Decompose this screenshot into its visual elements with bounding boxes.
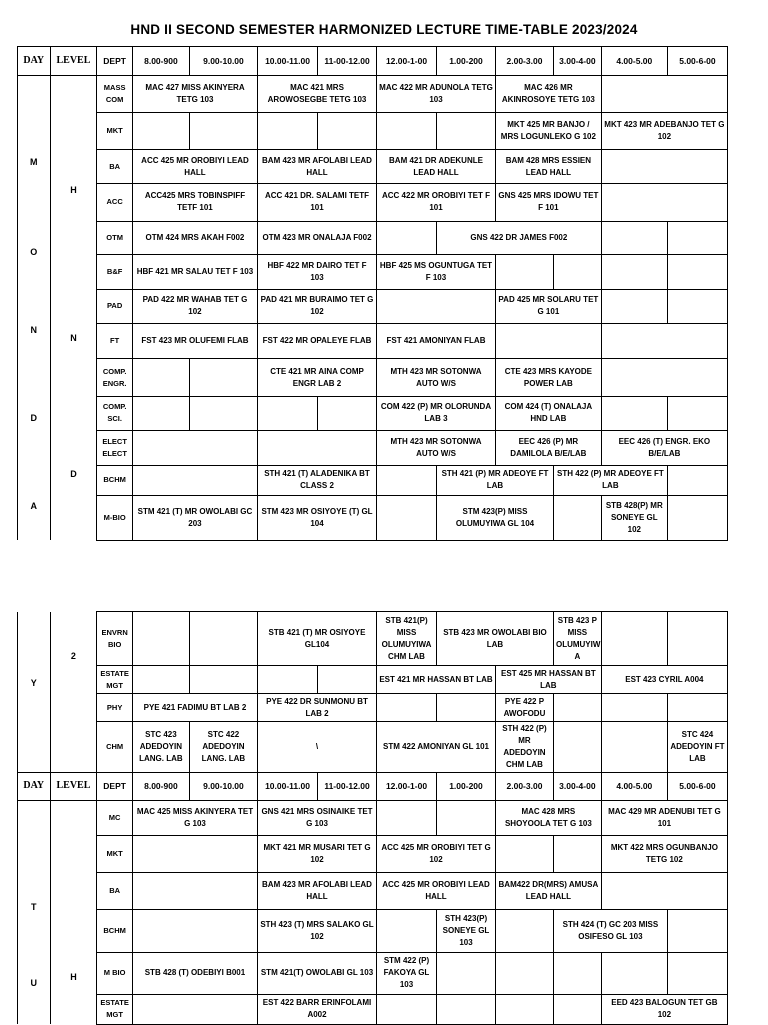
empty-cell: [437, 800, 496, 835]
empty-cell: [601, 694, 667, 722]
dept-cell: ELECT ELECT: [97, 431, 133, 465]
lecture-cell: HBF 421 MR SALAU TET F 103: [132, 255, 257, 289]
lecture-cell: EEC 426 (T) ENGR. EKO B/E/LAB: [601, 431, 727, 465]
table-row: [18, 994, 728, 1024]
empty-cell: [667, 952, 727, 994]
table-row: [18, 800, 728, 835]
slot-header: 4.00-5.00: [601, 772, 667, 800]
lecture-cell: STM 422 AMONIYAN GL 101: [377, 722, 496, 772]
lecture-cell: ACC 425 MR OROBIYI LEAD HALL: [377, 872, 496, 909]
dept-cell: PAD: [97, 289, 133, 323]
lecture-cell: CTE 421 MR AINA COMP ENGR LAB 2: [258, 359, 377, 396]
lecture-cell: BAM 423 MR AFOLABI LEAD HALL: [258, 872, 377, 909]
empty-cell: [601, 184, 727, 221]
empty-cell: [495, 835, 553, 872]
dept-cell: CHM: [97, 722, 133, 772]
empty-cell: [667, 289, 727, 323]
slot-header: 1.00-200: [437, 772, 496, 800]
empty-cell: [553, 835, 601, 872]
empty-cell: [258, 666, 318, 694]
table-row: [18, 722, 728, 772]
empty-cell: [553, 952, 601, 994]
lecture-cell: PAD 422 MR WAHAB TET G 102: [132, 289, 257, 323]
lecture-cell: STH 422 (P) MR ADEDOYIN CHM LAB: [495, 722, 553, 772]
empty-cell: [495, 952, 553, 994]
lecture-cell: CTE 423 MRS KAYODE POWER LAB: [495, 359, 601, 396]
slot-header: 2.00-3.00: [495, 47, 553, 76]
empty-cell: [132, 396, 189, 430]
level-header: LEVEL: [50, 772, 97, 800]
header-row: [18, 772, 728, 800]
table-row: [18, 149, 728, 183]
lecture-cell: STH 423 (T) MRS SALAKO GL 102: [258, 909, 377, 952]
dept-cell: BCHM: [97, 909, 133, 952]
header-row: [18, 47, 728, 76]
day-letter: A: [30, 501, 38, 511]
lecture-cell: GNS 421 MRS OSINAIKE TET G 103: [258, 800, 377, 835]
lecture-cell: COM 422 (P) MR OLORUNDA LAB 3: [377, 396, 496, 430]
empty-cell: [495, 994, 553, 1024]
lecture-cell: EST 421 MR HASSAN BT LAB: [377, 666, 496, 694]
empty-cell: [132, 835, 257, 872]
empty-cell: [667, 909, 727, 952]
lecture-cell: STB 421 (T) MR OSIYOYE GL104: [258, 612, 377, 666]
lecture-cell: HBF 422 MR DAIRO TET F 103: [258, 255, 377, 289]
empty-cell: [189, 612, 257, 666]
slot-header: 5.00-6-00: [667, 772, 727, 800]
monday-table: [17, 46, 728, 541]
lecture-cell: MAC 427 MISS AKINYERA TETG 103: [132, 76, 257, 113]
empty-cell: [258, 396, 318, 430]
table-row: [18, 289, 728, 323]
dept-cell: ACC: [97, 184, 133, 221]
table-row: [18, 113, 728, 149]
dept-cell: COMP. ENGR.: [97, 359, 133, 396]
empty-cell: [377, 289, 496, 323]
slot-header: 10.00-11.00: [258, 47, 318, 76]
level-column: [50, 612, 97, 773]
empty-cell: [258, 113, 318, 149]
lecture-cell: STB 423 MR OWOLABI BIO LAB: [437, 612, 554, 666]
empty-cell: [667, 396, 727, 430]
lecture-cell: STC 422 ADEDOYIN LANG. LAB: [189, 722, 257, 772]
day-letter: D: [30, 413, 38, 423]
empty-cell: [132, 431, 257, 465]
table-row: [18, 612, 728, 666]
table-row: [18, 909, 728, 952]
lecture-cell: EST 423 CYRIL A004: [601, 666, 727, 694]
lecture-cell: PYE 422 DR SUNMONU BT LAB 2: [258, 694, 377, 722]
table-row: [18, 323, 728, 358]
empty-cell: [601, 872, 727, 909]
table-row: [18, 952, 728, 994]
dept-cell: BA: [97, 872, 133, 909]
empty-cell: [667, 255, 727, 289]
lecture-cell: MTH 423 MR SOTONWA AUTO W/S: [377, 359, 496, 396]
day-letter: O: [30, 247, 38, 257]
lecture-cell: STB 423 P MISS OLUMUYIW A: [553, 612, 601, 666]
dept-cell: COMP. SCI.: [97, 396, 133, 430]
lecture-cell: MKT 423 MR ADEBANJO TET G 102: [601, 113, 727, 149]
empty-cell: [318, 396, 377, 430]
empty-cell: [132, 612, 189, 666]
lecture-cell: MAC 421 MRS AROWOSEGBE TETG 103: [258, 76, 377, 113]
dept-cell: MASS COM: [97, 76, 133, 113]
empty-cell: [437, 994, 496, 1024]
lecture-cell: STC 423 ADEDOYIN LANG. LAB: [132, 722, 189, 772]
table-row: [18, 184, 728, 221]
dept-cell: M-BIO: [97, 495, 133, 540]
table-row: [18, 495, 728, 540]
lecture-cell: STB 421(P) MISS OLUMUYIWA CHM LAB: [377, 612, 437, 666]
empty-cell: [377, 909, 437, 952]
empty-cell: [553, 255, 601, 289]
empty-cell: [667, 694, 727, 722]
dept-cell: MKT: [97, 113, 133, 149]
empty-cell: [318, 113, 377, 149]
lecture-cell: BAM422 DR(MRS) AMUSA LEAD HALL: [495, 872, 601, 909]
dept-cell: BA: [97, 149, 133, 183]
lecture-cell: FST 422 MR OPALEYE FLAB: [258, 323, 377, 358]
lecture-cell: HBF 425 MS OGUNTUGA TET F 103: [377, 255, 496, 289]
lecture-cell: STC 424 ADEDOYIN FT LAB: [667, 722, 727, 772]
empty-cell: [189, 396, 257, 430]
table-row: [18, 396, 728, 430]
empty-cell: [667, 221, 727, 254]
lecture-cell: OTM 423 MR ONALAJA F002: [258, 221, 377, 254]
empty-cell: [601, 289, 667, 323]
dept-cell: B&F: [97, 255, 133, 289]
level-column: [50, 800, 97, 1024]
day-letter: T: [31, 901, 37, 912]
table-row: [18, 359, 728, 396]
empty-cell: [601, 76, 727, 113]
empty-cell: [437, 952, 496, 994]
empty-cell: [601, 396, 667, 430]
dept-header: DEPT: [97, 47, 133, 76]
empty-cell: [601, 323, 727, 358]
dept-cell: M BIO: [97, 952, 133, 994]
empty-cell: [601, 612, 667, 666]
empty-cell: [601, 149, 727, 183]
slot-header: 8.00-900: [132, 47, 189, 76]
timetable-title: HND II SECOND SEMESTER HARMONIZED LECTURE TIME-TABLE 2023/2024: [130, 22, 638, 37]
slot-header: 11-00-12.00: [318, 47, 377, 76]
empty-cell: [132, 994, 257, 1024]
lecture-cell: MAC 426 MR AKINROSOYE TETG 103: [495, 76, 601, 113]
day-column: [18, 612, 51, 773]
lecture-cell: MTH 423 MR SOTONWA AUTO W/S: [377, 431, 496, 465]
lecture-cell: PYE 422 P AWOFODU: [495, 694, 553, 722]
slot-header: 9.00-10.00: [189, 47, 257, 76]
lecture-cell: EED 423 BALOGUN TET GB 102: [601, 994, 727, 1024]
table-row: [18, 221, 728, 254]
empty-cell: [437, 113, 496, 149]
lecture-cell: STM 423 MR OSIYOYE (T) GL 104: [258, 495, 377, 540]
lecture-cell: OTM 424 MRS AKAH F002: [132, 221, 257, 254]
dept-cell: PHY: [97, 694, 133, 722]
empty-cell: [553, 694, 601, 722]
day-column: [18, 800, 51, 1024]
slot-header: 12.00-1-00: [377, 772, 437, 800]
slot-header: 10.00-11.00: [258, 772, 318, 800]
lecture-cell: PAD 425 MR SOLARU TET G 101: [495, 289, 601, 323]
empty-cell: [601, 722, 667, 772]
day-header: DAY: [18, 47, 51, 76]
empty-cell: [132, 113, 189, 149]
empty-cell: [667, 612, 727, 666]
empty-cell: [189, 359, 257, 396]
lecture-cell: STM 421 (T) MR OWOLABI GC 203: [132, 495, 257, 540]
lecture-cell: MAC 422 MR ADUNOLA TETG 103: [377, 76, 496, 113]
dept-cell: ESTATE MGT: [97, 666, 133, 694]
empty-cell: [132, 666, 189, 694]
empty-cell: [377, 113, 437, 149]
empty-cell: [132, 465, 257, 495]
empty-cell: [132, 359, 189, 396]
day-column: [18, 76, 51, 541]
lecture-cell: STB 428(P) MR SONEYE GL 102: [601, 495, 667, 540]
lecture-cell: EST 422 BARR ERINFOLAMI A002: [258, 994, 377, 1024]
lecture-cell: ACC 425 MR OROBIYI LEAD HALL: [132, 149, 257, 183]
tuesday-table: [17, 611, 728, 1025]
empty-cell: [495, 909, 553, 952]
dept-header: DEPT: [97, 772, 133, 800]
slot-header: 12.00-1-00: [377, 47, 437, 76]
empty-cell: [132, 872, 257, 909]
empty-cell: [258, 431, 377, 465]
lecture-cell: BAM 421 DR ADEKUNLE LEAD HALL: [377, 149, 496, 183]
day-letter: N: [30, 325, 38, 335]
lecture-cell: PAD 421 MR BURAIMO TET G 102: [258, 289, 377, 323]
dept-cell: ENVRN BIO: [97, 612, 133, 666]
slot-header: 5.00-6-00: [667, 47, 727, 76]
lecture-cell: STH 423(P) SONEYE GL 103: [437, 909, 496, 952]
lecture-cell: MAC 428 MRS SHOYOOLA TET G 103: [495, 800, 601, 835]
lecture-cell: MKT 425 MR BANJO / MRS LOGUNLEKO G 102: [495, 113, 601, 149]
lecture-cell: MKT 421 MR MUSARI TET G 102: [258, 835, 377, 872]
table-row: [18, 666, 728, 694]
slot-header: 1.00-200: [437, 47, 496, 76]
lecture-cell: MAC 425 MISS AKINYERA TET G 103: [132, 800, 257, 835]
lecture-cell: MKT 422 MRS OGUNBANJO TETG 102: [601, 835, 727, 872]
empty-cell: [667, 495, 727, 540]
table-row: [18, 255, 728, 289]
dept-cell: MC: [97, 800, 133, 835]
empty-cell: [601, 255, 667, 289]
lecture-cell: STM 421(T) OWOLABI GL 103: [258, 952, 377, 994]
empty-cell: [189, 666, 257, 694]
empty-cell: [437, 694, 496, 722]
empty-cell: [553, 495, 601, 540]
dept-cell: BCHM: [97, 465, 133, 495]
empty-cell: [377, 800, 437, 835]
lecture-cell: STM 423(P) MISS OLUMUYIWA GL 104: [437, 495, 554, 540]
slot-header: 3.00-4-00: [553, 47, 601, 76]
lecture-cell: BAM 423 MR AFOLABI LEAD HALL: [258, 149, 377, 183]
lecture-cell: STB 428 (T) ODEBIYI B001: [132, 952, 257, 994]
level-letter: D: [70, 469, 77, 479]
lecture-cell: STH 421 (T) ALADENIKA BT CLASS 2: [258, 465, 377, 495]
empty-cell: [377, 465, 437, 495]
lecture-cell: FST 423 MR OLUFEMI FLAB: [132, 323, 257, 358]
lecture-cell: ACC425 MRS TOBINSPIFF TETF 101: [132, 184, 257, 221]
dept-cell: MKT: [97, 835, 133, 872]
slot-header: 3.00-4-00: [553, 772, 601, 800]
empty-cell: [601, 221, 667, 254]
dept-cell: ESTATE MGT: [97, 994, 133, 1024]
slot-header: 9.00-10.00: [189, 772, 257, 800]
lecture-cell: STH 421 (P) MR ADEOYE FT LAB: [437, 465, 554, 495]
day-letter: Y: [30, 677, 37, 688]
empty-cell: [553, 994, 601, 1024]
lecture-cell: STH 422 (P) MR ADEOYE FT LAB: [553, 465, 667, 495]
lecture-cell: EST 425 MR HASSAN BT LAB: [495, 666, 601, 694]
table-row: [18, 835, 728, 872]
empty-cell: [495, 255, 553, 289]
slot-header: 2.00-3.00: [495, 772, 553, 800]
day-letter: U: [30, 977, 38, 988]
day-header: DAY: [18, 772, 51, 800]
lecture-cell: ACC 425 MR OROBIYI TET G 102: [377, 835, 496, 872]
empty-cell: [377, 694, 437, 722]
level-letter: H: [70, 185, 77, 195]
empty-cell: [318, 666, 377, 694]
lecture-cell: GNS 422 DR JAMES F002: [437, 221, 602, 254]
level-header: LEVEL: [50, 47, 97, 76]
lecture-cell: \: [258, 722, 377, 772]
lecture-cell: MAC 429 MR ADENUBI TET G 101: [601, 800, 727, 835]
empty-cell: [553, 722, 601, 772]
day-letter: M: [30, 157, 38, 167]
table-row: [18, 431, 728, 465]
lecture-cell: STH 424 (T) GC 203 MISS OSIFESO GL 103: [553, 909, 667, 952]
level-letter: 2: [70, 650, 76, 661]
empty-cell: [377, 495, 437, 540]
level-letter: H: [70, 971, 77, 982]
empty-cell: [189, 113, 257, 149]
table-row: [18, 465, 728, 495]
dept-cell: OTM: [97, 221, 133, 254]
table-row: [18, 694, 728, 722]
slot-header: 8.00-900: [132, 772, 189, 800]
lecture-cell: FST 421 AMONIYAN FLAB: [377, 323, 496, 358]
dept-cell: FT: [97, 323, 133, 358]
slot-header: 4.00-5.00: [601, 47, 667, 76]
empty-cell: [495, 323, 601, 358]
level-letter: N: [70, 333, 77, 343]
lecture-cell: ACC 422 MR OROBIYI TET F 101: [377, 184, 496, 221]
slot-header: 11-00-12.00: [318, 772, 377, 800]
empty-cell: [377, 994, 437, 1024]
empty-cell: [667, 465, 727, 495]
lecture-cell: BAM 428 MRS ESSIEN LEAD HALL: [495, 149, 601, 183]
table-row: [18, 76, 728, 113]
lecture-cell: ACC 421 DR. SALAMI TETF 101: [258, 184, 377, 221]
empty-cell: [377, 221, 437, 254]
level-column: [50, 76, 97, 541]
empty-cell: [601, 359, 727, 396]
lecture-cell: PYE 421 FADIMU BT LAB 2: [132, 694, 257, 722]
lecture-cell: STM 422 (P) FAKOYA GL 103: [377, 952, 437, 994]
lecture-cell: EEC 426 (P) MR DAMILOLA B/E/LAB: [495, 431, 601, 465]
lecture-cell: GNS 425 MRS IDOWU TET F 101: [495, 184, 601, 221]
empty-cell: [132, 909, 257, 952]
empty-cell: [601, 952, 667, 994]
table-row: [18, 872, 728, 909]
lecture-cell: COM 424 (T) ONALAJA HND LAB: [495, 396, 601, 430]
